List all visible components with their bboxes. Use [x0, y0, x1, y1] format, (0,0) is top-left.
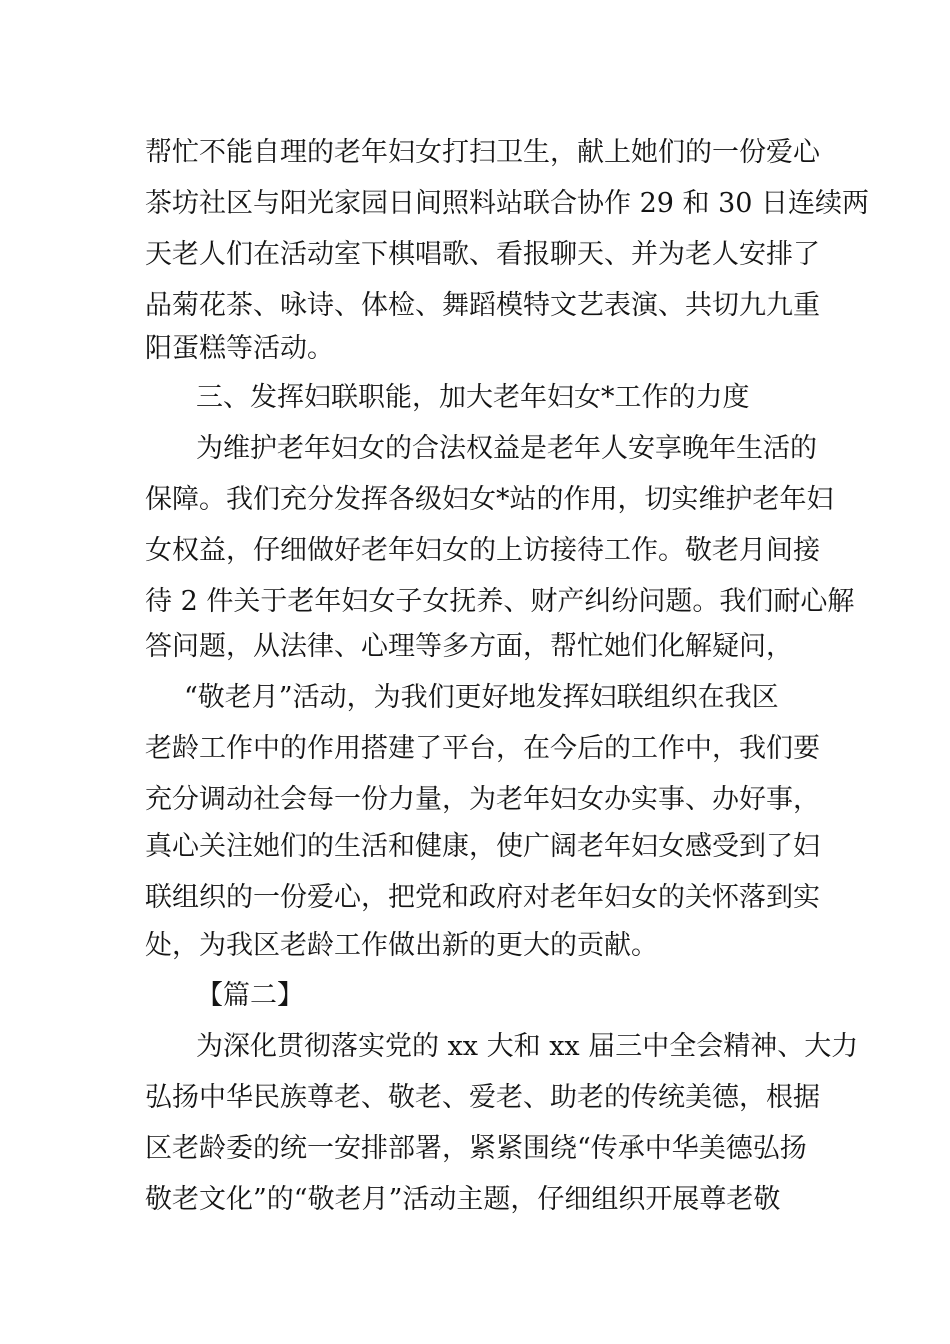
body-text-line: 天老人们在活动室下棋唱歌、看报聊天、并为老人安排了: [145, 239, 820, 270]
section-marker: 【篇二】: [196, 980, 304, 1011]
body-text-line: 帮忙不能自理的老年妇女打扫卫生，献上她们的一份爱心: [145, 137, 820, 168]
body-text-line: 答问题，从法律、心理等多方面，帮忙她们化解疑问，: [145, 631, 793, 662]
paragraph-first-line: 为深化贯彻落实党的 xx 大和 xx 届三中全会精神、大力: [196, 1031, 859, 1062]
body-text-line: 弘扬中华民族尊老、敬老、爱老、助老的传统美德，根据: [145, 1082, 820, 1113]
body-text-line: 充分调动社会每一份力量，为老年妇女办实事、办好事，: [145, 784, 820, 815]
body-text-line: 待 2 件关于老年妇女子女抚养、财产纠纷问题。我们耐心解: [145, 586, 855, 617]
body-text-line: 敬老文化”的“敬老月”活动主题，仔细组织开展尊老敬: [145, 1184, 781, 1215]
body-text-line: 保障。我们充分发挥各级妇女*站的作用，切实维护老年妇: [145, 484, 834, 515]
paragraph-first-line: 为维护老年妇女的合法权益是老年人安享晚年生活的: [196, 433, 817, 464]
body-text-line: 处，为我区老龄工作做出新的更大的贡献。: [145, 930, 658, 961]
body-text-line: 女权益，仔细做好老年妇女的上访接待工作。敬老月间接: [145, 535, 820, 566]
body-text-line: 区老龄委的统一安排部署，紧紧围绕“传承中华美德弘扬: [145, 1133, 807, 1164]
body-text-line: 联组织的一份爱心，把党和政府对老年妇女的关怀落到实: [145, 882, 820, 913]
body-text-line: 品菊花茶、咏诗、体检、舞蹈模特文艺表演、共切九九重: [145, 290, 820, 321]
section-heading: 三、发挥妇联职能，加大老年妇女*工作的力度: [196, 382, 750, 413]
body-text-line: 老龄工作中的作用搭建了平台，在今后的工作中，我们要: [145, 733, 820, 764]
body-text-line: 阳蛋糕等活动。: [145, 333, 334, 364]
paragraph-first-line: “敬老月”活动，为我们更好地发挥妇联组织在我区: [184, 682, 779, 713]
body-text-line: 真心关注她们的生活和健康，使广阔老年妇女感受到了妇: [145, 831, 820, 862]
body-text-line: 茶坊社区与阳光家园日间照料站联合协作 29 和 30 日连续两: [145, 188, 870, 219]
